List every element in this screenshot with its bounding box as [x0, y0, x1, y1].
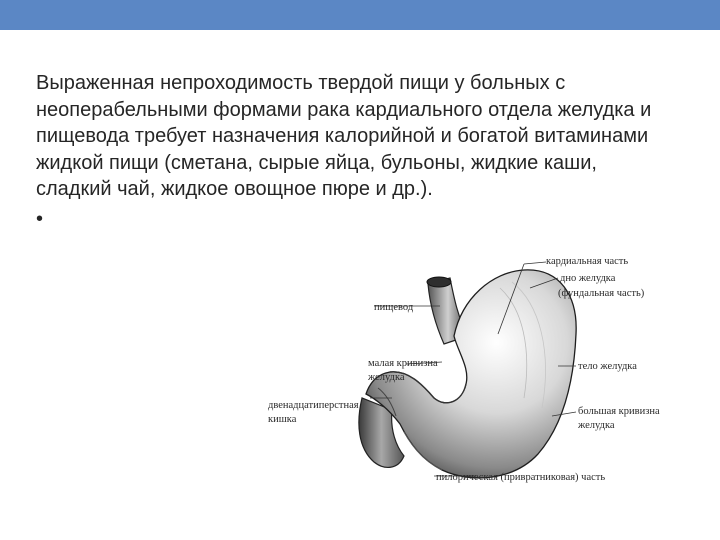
- label-stomach-body: тело желудка: [578, 361, 637, 372]
- label-cardiac-part: кардиальная часть: [546, 256, 629, 267]
- label-greater-curvature-1: большая кривизна: [578, 406, 660, 417]
- label-duodenum-1: двенадцатиперстная: [268, 400, 359, 411]
- main-paragraph: Выраженная непроходимость твердой пищи у больных с неоперабельными формами рака кардиального отдела желудка и пищевода требует назначения калорийной и богатой витаминами жидкой пищи (сметана, сырые яйца, бульоны, жидкие каши, сладкий чай, жидкое овощное пюре и др.).: [36, 72, 652, 200]
- label-lesser-curvature-1: малая кривизна: [368, 358, 438, 369]
- label-greater-curvature-2: желудка: [578, 420, 615, 431]
- label-pyloric-part: пилорическая (привратниковая) часть: [436, 472, 606, 483]
- empty-bullet: •: [36, 207, 44, 230]
- label-esophagus: пищевод: [374, 302, 414, 313]
- esophagus-opening: [427, 277, 451, 287]
- header-bar: [0, 0, 720, 30]
- label-duodenum-2: кишка: [268, 414, 297, 425]
- stomach-diagram: [262, 248, 682, 488]
- label-fundus-2: (фундальная часть): [558, 288, 645, 299]
- stomach-illustration: [262, 248, 682, 488]
- label-fundus-1: дно желудка: [560, 273, 616, 284]
- label-lesser-curvature-2: желудка: [368, 372, 405, 383]
- text-block: [36, 70, 676, 229]
